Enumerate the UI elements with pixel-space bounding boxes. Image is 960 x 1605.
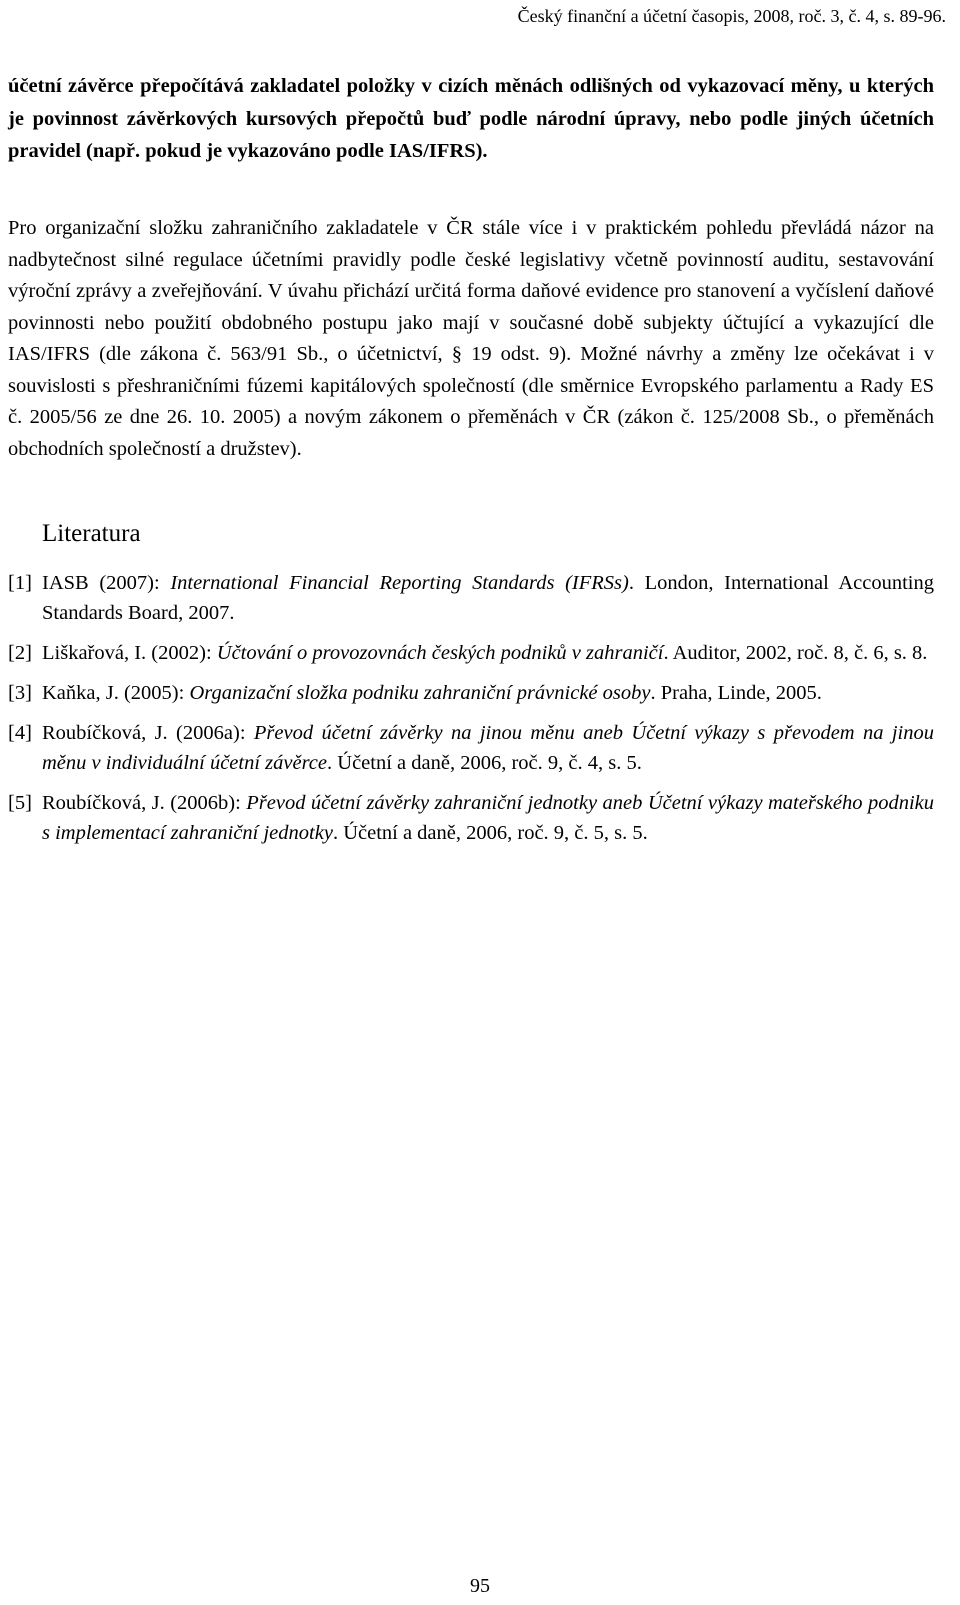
reference-source: . Účetní a daně, 2006, roč. 9, č. 4, s. 5. xyxy=(327,752,642,774)
reference-number: [3] xyxy=(8,682,32,704)
reference-item xyxy=(8,568,934,628)
reference-spacer xyxy=(8,708,934,718)
reference-number: [1] xyxy=(8,572,32,594)
reference-spacer xyxy=(8,668,934,678)
reference-text xyxy=(42,678,934,708)
body-paragraph: Pro organizační složku zahraničního zakladatele v ČR stále více i v praktickém pohledu převládá názor na nadbytečnost silné regulace účetními pravidly podle české legislativy včetně povinností auditu, sestavování výroční zprávy a zveřejňování. V úvahu přichází určitá forma daňové evidence pro stanovení a vyčíslení daňové povinnosti nebo použití obdobného postupu jako mají v současné době subjekty účtující a vykazující dle IAS/IFRS (dle zákona č. 563/91 Sb., o účetnictví, § 19 odst. 9). Možné návrhy a změny lze očekávat i v souvislosti s přeshraničními fúzemi kapitálových společností (dle směrnice Evropského parlamentu a Rady ES č. 2005/56 ze dne 26. 10. 2005) a novým zákonem o přeměnách v ČR (zákon č. 125/2008 Sb., o přeměnách obchodních společností a družstev). xyxy=(8,217,934,460)
reference-title: Převod účetní závěrky na jinou měnu aneb Účetní výkazy s převodem na jinou měnu v individuální účetní závěrce xyxy=(42,722,935,774)
reference-text xyxy=(42,788,934,848)
reference-spacer xyxy=(8,778,934,788)
reference-title: Účtování o provozovnách českých podniků v zahraničí xyxy=(216,642,664,664)
literature-heading: Literatura xyxy=(42,520,141,547)
reference-title: Organizační složka podniku zahraniční právnické osoby xyxy=(189,682,651,704)
reference-author: Kaňka, J. (2005): xyxy=(42,682,190,704)
reference-author: IASB (2007): xyxy=(42,572,171,594)
reference-source: . Praha, Linde, 2005. xyxy=(650,682,822,704)
reference-author: Roubíčková, J. (2006a): xyxy=(42,722,254,744)
bold-paragraph: účetní závěrce přepočítává zakladatel položky v cizích měnách odlišných od vykazovací měny, u kterých je povinnost závěrkových kursových přepočtů buď podle národní úpravy, nebo podle jiných účetních pravidel (např. pokud je vykazováno podle IAS/IFRS). xyxy=(8,75,934,162)
reference-title: International Financial Reporting Standards (IFRSs) xyxy=(170,572,629,594)
reference-source: . Auditor, 2002, roč. 8, č. 6, s. 8. xyxy=(663,642,928,664)
reference-number: [2] xyxy=(8,642,32,664)
reference-title: Převod účetní závěrky zahraniční jednotky aneb Účetní výkazy mateřského podniku s implementací zahraniční jednotky xyxy=(42,792,934,844)
running-header: Český finanční a účetní časopis, 2008, roč. 3, č. 4, s. 89-96. xyxy=(517,6,946,26)
reference-text xyxy=(42,638,934,668)
reference-source: . London, International Accounting Standards Board, 2007. xyxy=(42,572,934,624)
reference-number: [5] xyxy=(8,792,32,814)
reference-source: . Účetní a daně, 2006, roč. 9, č. 5, s. 5. xyxy=(332,822,648,844)
page-number: 95 xyxy=(470,1575,490,1597)
reference-text xyxy=(42,718,934,778)
reference-item xyxy=(8,718,934,778)
reference-author: Liškařová, I. (2002): xyxy=(42,642,217,664)
reference-item xyxy=(8,788,934,848)
reference-item xyxy=(8,638,934,668)
reference-text xyxy=(42,568,934,628)
reference-spacer xyxy=(8,628,934,638)
reference-number: [4] xyxy=(8,722,32,744)
reference-item xyxy=(8,678,934,708)
reference-author: Roubíčková, J. (2006b): xyxy=(42,792,247,814)
reference-list xyxy=(8,568,934,848)
